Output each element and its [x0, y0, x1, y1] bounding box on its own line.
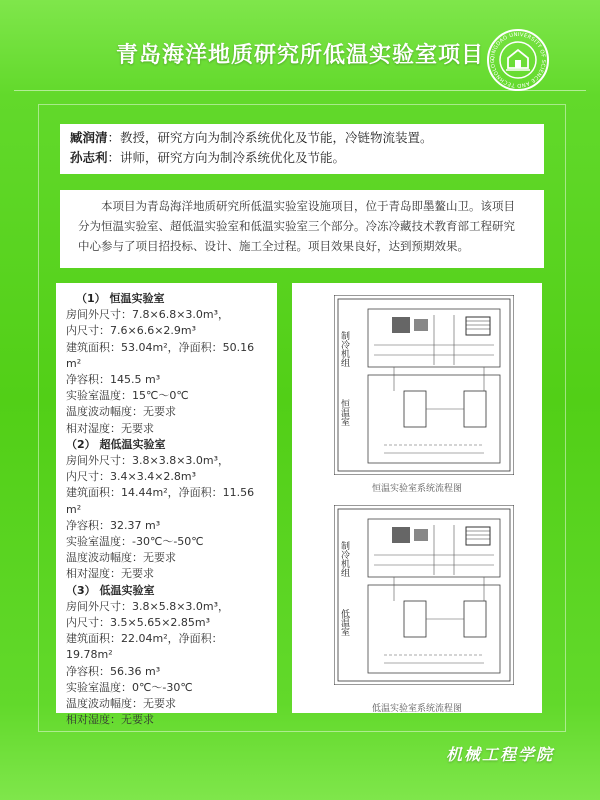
lab-specs-panel	[56, 283, 277, 727]
spec-line: 房间外尺寸：3.8×5.8×3.0m³，	[66, 599, 230, 613]
section-title-3: （3） 低温实验室	[66, 583, 155, 597]
person-1	[70, 128, 534, 148]
diagram-2-label-top: 制冷机组	[339, 541, 349, 577]
diagrams-panel	[292, 283, 542, 713]
spec-line: 相对湿度：无要求	[66, 567, 154, 581]
diagram-1-label-bottom: 恒温室	[339, 399, 349, 426]
seal-text: QINGDAO UNIVERSITY OF SCIENCE AND TECHNOLOG	[489, 31, 547, 89]
spec-line: 房间外尺寸：7.8×6.8×3.0m³，	[66, 308, 230, 322]
spec-line: 房间外尺寸：3.8×3.8×3.0m³，	[66, 454, 230, 468]
spec-line: 实验室温度：0℃～-30℃	[66, 680, 193, 694]
spec-line: 净容积：145.5 m³	[66, 373, 161, 387]
person-2	[70, 148, 534, 168]
diagram-1-label-top: 制冷机组	[339, 331, 349, 367]
spec-line: 温度波动幅度：无要求	[66, 551, 176, 565]
spec-line: 建筑面积：22.04m²，净面积：19.78m²	[66, 632, 223, 662]
spec-line: 相对湿度：无要求	[66, 713, 154, 727]
footer-school-name: 机械工程学院	[446, 745, 555, 764]
section-title-2: （2） 超低温实验室	[66, 437, 166, 451]
diagram-2-caption: 低温实验室系统流程图	[371, 704, 462, 714]
flow-diagram-2	[334, 505, 514, 685]
people-box	[60, 124, 544, 174]
flow-diagram-1	[334, 295, 514, 475]
university-seal-icon	[486, 28, 550, 92]
spec-line: 相对湿度：无要求	[66, 421, 154, 435]
diagram-1-caption: 恒温实验室系统流程图	[371, 484, 462, 494]
person-2-name: 孙志利	[70, 150, 108, 165]
spec-line: 实验室温度：15℃～0℃	[66, 389, 189, 403]
spec-line: 建筑面积：14.44m²，净面积：11.56 m²	[66, 486, 255, 516]
spec-line: 净容积：32.37 m³	[66, 518, 161, 532]
section-title-1: （1） 恒温实验室	[76, 292, 165, 305]
spec-line: 净容积：56.36 m³	[66, 664, 161, 678]
person-1-desc: ：教授，研究方向为制冷系统优化及节能，冷链物流装置。	[107, 130, 433, 145]
spec-line: 内尺寸：3.4×3.4×2.8m³	[66, 470, 197, 484]
person-2-desc: ：讲师，研究方向为制冷系统优化及节能。	[107, 150, 346, 165]
person-1-name: 臧润清	[70, 130, 108, 145]
spec-line: 温度波动幅度：无要求	[66, 405, 176, 419]
spec-line: 建筑面积：53.04m²，净面积：50.16 m²	[66, 340, 255, 370]
project-intro: 本项目为青岛海洋地质研究所低温实验室设施项目，位于青岛即墨鳌山卫。该项目分为恒温实验室、超低温实验室和低温实验室三个部分。冷冻冷藏技术教育部工程研究中心参与了项目招投标、设计、施工全过程。项目效果良好，达到预期效果。	[60, 190, 544, 268]
spec-line: 实验室温度：-30℃～-50℃	[66, 535, 204, 549]
spec-line: 内尺寸：7.6×6.6×2.9m³	[66, 324, 197, 338]
page-title: 青岛海洋地质研究所低温实验室项目	[115, 43, 484, 68]
diagram-2-label-bottom: 低温室	[339, 609, 349, 636]
spec-line: 内尺寸：3.5×5.65×2.85m³	[66, 616, 211, 630]
spec-line: 温度波动幅度：无要求	[66, 697, 176, 711]
